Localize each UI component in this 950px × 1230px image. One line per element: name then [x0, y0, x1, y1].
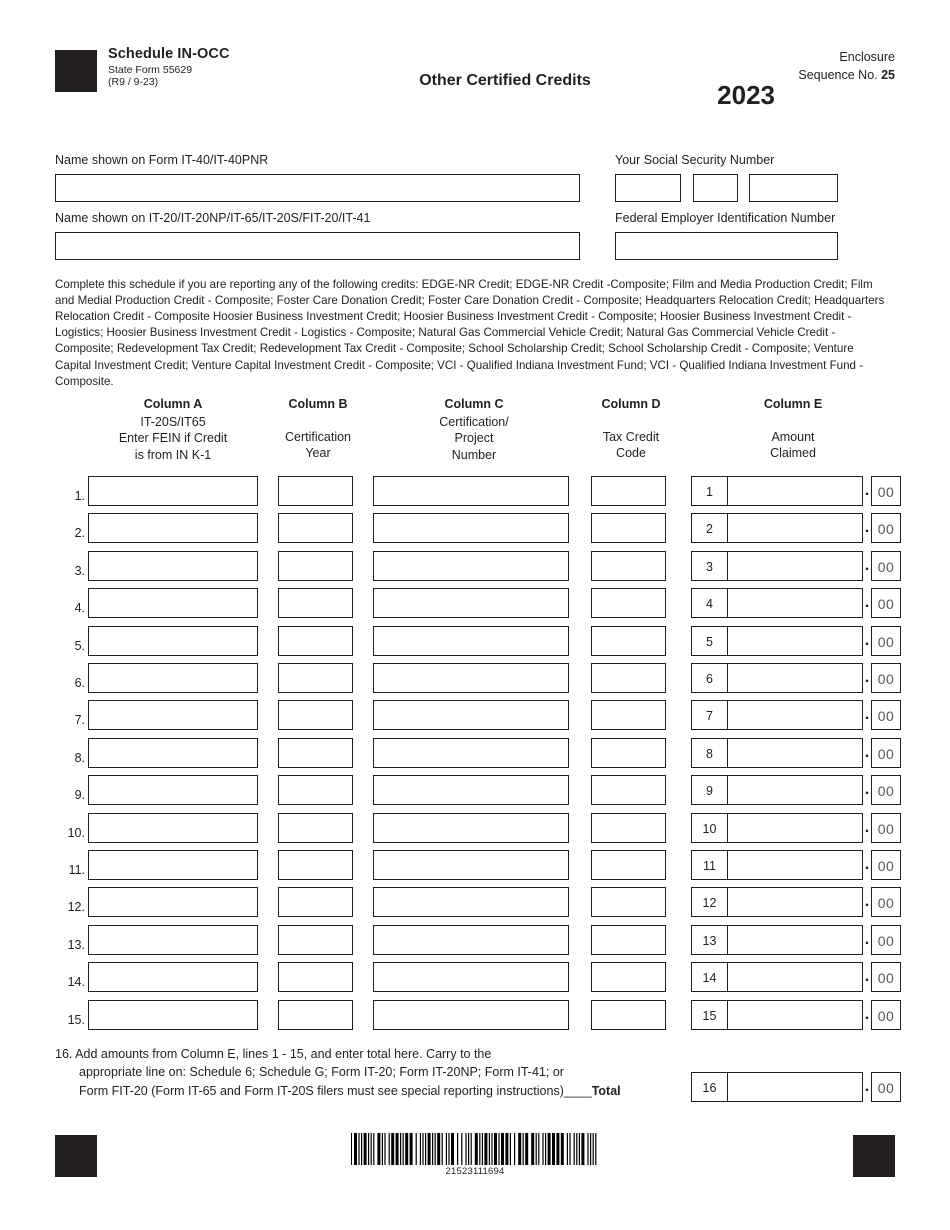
row-7-column-a-input[interactable] [88, 700, 258, 730]
column-header-a [88, 396, 258, 464]
column-header-c [377, 396, 571, 464]
row-8-column-e-input[interactable] [727, 738, 863, 768]
row-13-column-e-input[interactable] [727, 925, 863, 955]
row-10-column-c-input[interactable] [373, 813, 569, 843]
row-13-column-a-input[interactable] [88, 925, 258, 955]
row-11-column-a-input[interactable] [88, 850, 258, 880]
total-row [55, 1072, 895, 1104]
row-12-column-d-input[interactable] [591, 887, 666, 917]
total-cents-box: 00 [871, 1072, 901, 1102]
row-3-column-b-input[interactable] [278, 551, 353, 581]
row-4-decimal-point: . [864, 594, 870, 612]
page-title: Other Certified Credits [419, 72, 591, 89]
state-form-number: State Form 55629 [108, 63, 193, 76]
row-1-column-e-input[interactable] [727, 476, 863, 506]
row-10-line-number: 10 [691, 813, 727, 843]
row-9-cents-box: 00 [871, 775, 901, 805]
row-number: 15. [67, 1012, 85, 1027]
row-10-column-d-input[interactable] [591, 813, 666, 843]
table-row [55, 813, 895, 850]
row-2-cents-box: 00 [871, 513, 901, 543]
row-6-column-b-input[interactable] [278, 663, 353, 693]
row-9-line-number: 9 [691, 775, 727, 805]
row-8-line-number: 8 [691, 738, 727, 768]
name-business-label: Name shown on IT-20/IT-20NP/IT-65/IT-20S/FIT-20/IT-41 [55, 211, 371, 225]
row-2-decimal-point: . [864, 519, 870, 537]
row-9-column-d-input[interactable] [591, 775, 666, 805]
row-3-column-c-input[interactable] [373, 551, 569, 581]
row-number: 10. [67, 825, 85, 840]
row-number: 14. [67, 975, 85, 990]
row-7-column-d-input[interactable] [591, 700, 666, 730]
row-14-column-e-input[interactable] [727, 962, 863, 992]
column-e-spacer [700, 414, 886, 429]
ssn-label: Your Social Security Number [615, 153, 775, 167]
row-10-column-b-input[interactable] [278, 813, 353, 843]
row-15-column-c-input[interactable] [373, 1000, 569, 1030]
row-5-line-number: 5 [691, 626, 727, 656]
row-13-decimal-point: . [864, 930, 870, 948]
row-3-column-e-input[interactable] [727, 551, 863, 581]
row-6-column-d-input[interactable] [591, 663, 666, 693]
row-1-decimal-point: . [864, 482, 870, 499]
row-4-column-e-input[interactable] [727, 588, 863, 618]
row-5-decimal-point: . [864, 631, 870, 649]
row-15-column-d-input[interactable] [591, 1000, 666, 1030]
table-row [55, 1000, 895, 1037]
row-11-decimal-point: . [864, 856, 870, 873]
row-2-column-d-input[interactable] [591, 513, 666, 543]
row-11-column-e-input[interactable] [727, 850, 863, 880]
row-8-column-b-input[interactable] [278, 738, 353, 768]
column-header-e [700, 396, 886, 462]
form-revision: (R9 / 9-23) [108, 76, 159, 89]
column-c-sub2: Project [454, 431, 494, 446]
row-number: 5. [74, 638, 85, 653]
row-7-decimal-point: . [864, 706, 870, 724]
row-3-cents-box: 00 [871, 551, 901, 581]
total-label: Total [591, 1083, 621, 1098]
row-9-column-a-input[interactable] [88, 775, 258, 805]
row-14-decimal-point: . [864, 968, 870, 986]
row-5-column-d-input[interactable] [591, 626, 666, 656]
row-14-cents-box: 00 [871, 962, 901, 992]
row-14-column-d-input[interactable] [591, 962, 666, 992]
row-1-column-a-input[interactable] [88, 476, 258, 506]
table-row [55, 513, 895, 550]
row-10-cents-box: 00 [871, 813, 901, 843]
row-5-column-e-input[interactable] [727, 626, 863, 656]
row-9-column-b-input[interactable] [278, 775, 353, 805]
row-number: 3. [74, 563, 85, 578]
table-row [55, 775, 895, 812]
column-e-sub3: Claimed [770, 446, 816, 461]
row-4-column-d-input[interactable] [591, 588, 666, 618]
barcode-number: 21523111694 [445, 1166, 505, 1177]
enclosure-sequence-line [695, 67, 895, 85]
row-8-column-a-input[interactable] [88, 738, 258, 768]
table-row [55, 738, 895, 775]
row-12-column-a-input[interactable] [88, 887, 258, 917]
row-number: 1. [74, 489, 85, 503]
row-3-line-number: 3 [691, 551, 727, 581]
ssn-part1-input[interactable] [615, 174, 681, 202]
table-row [55, 588, 895, 625]
row-10-decimal-point: . [864, 818, 870, 836]
row-number: 11. [68, 863, 85, 877]
row-11-cents-box: 00 [871, 850, 901, 880]
row-15-column-e-input[interactable] [727, 1000, 863, 1030]
row-13-cents-box: 00 [871, 925, 901, 955]
row-number: 12. [67, 900, 85, 915]
column-d-spacer [590, 414, 672, 429]
table-row [55, 925, 895, 962]
schedule-name: Schedule IN-OCC [108, 46, 230, 62]
form-header [55, 46, 895, 110]
row-7-column-b-input[interactable] [278, 700, 353, 730]
row-3-column-a-input[interactable] [88, 551, 258, 581]
column-b-spacer [277, 414, 359, 429]
row-5-cents-box: 00 [871, 626, 901, 656]
barcode-block [325, 1133, 625, 1177]
row-12-cents-box: 00 [871, 887, 901, 917]
row-13-column-c-input[interactable] [373, 925, 569, 955]
name-business-input[interactable] [55, 232, 580, 260]
column-c-title: Column C [444, 397, 504, 411]
row-14-column-b-input[interactable] [278, 962, 353, 992]
row-7-line-number: 7 [691, 700, 727, 730]
row-number: 7. [74, 713, 85, 728]
total-amount-input[interactable] [727, 1072, 863, 1102]
row-2-column-e-input[interactable] [727, 513, 863, 543]
row-13-line-number: 13 [691, 925, 727, 955]
row-number: 6. [74, 676, 85, 690]
row-number: 8. [74, 750, 85, 765]
row-14-column-c-input[interactable] [373, 962, 569, 992]
name-it40-label: Name shown on Form IT-40/IT-40PNR [55, 153, 269, 167]
table-row [55, 887, 895, 924]
row-2-column-c-input[interactable] [373, 513, 569, 543]
row-4-column-a-input[interactable] [88, 588, 258, 618]
table-row [55, 476, 895, 513]
ssn-part2-input[interactable] [693, 174, 738, 202]
agency-logo-icon [55, 50, 97, 92]
line-16-text-1: 16. Add amounts from Column E, lines 1 - 15, and enter total here. Carry to the [55, 1047, 492, 1061]
row-4-column-c-input[interactable] [373, 588, 569, 618]
row-6-decimal-point: . [864, 669, 870, 686]
column-a-title: Column A [143, 397, 203, 411]
row-8-column-c-input[interactable] [373, 738, 569, 768]
table-row [55, 850, 895, 887]
row-5-column-c-input[interactable] [373, 626, 569, 656]
row-4-line-number: 4 [691, 588, 727, 618]
row-11-column-b-input[interactable] [278, 850, 353, 880]
row-15-column-a-input[interactable] [88, 1000, 258, 1030]
row-13-column-b-input[interactable] [278, 925, 353, 955]
line-16-text-3-body: Form FIT-20 (Form IT-65 and Form IT-20S filers must see special reporting instructions) [79, 1083, 564, 1098]
row-9-decimal-point: . [864, 781, 870, 799]
row-9-column-e-input[interactable] [727, 775, 863, 805]
column-d-sub3: Code [616, 446, 646, 461]
row-6-line-number: 6 [691, 663, 727, 693]
row-12-column-b-input[interactable] [278, 887, 353, 917]
row-8-cents-box: 00 [871, 738, 901, 768]
row-6-column-c-input[interactable] [373, 663, 569, 693]
row-12-decimal-point: . [864, 893, 870, 911]
column-c-sub1: Certification/ [439, 414, 509, 429]
row-7-column-e-input[interactable] [727, 700, 863, 730]
row-14-line-number: 14 [691, 962, 727, 992]
row-6-column-e-input[interactable] [727, 663, 863, 693]
row-15-cents-box: 00 [871, 1000, 901, 1030]
row-15-decimal-point: . [864, 1005, 870, 1023]
enclosure-sequence-prefix: Sequence No. [798, 67, 882, 82]
row-9-column-c-input[interactable] [373, 775, 569, 805]
column-e-title: Column E [763, 397, 823, 411]
row-number: 4. [74, 601, 85, 616]
row-12-line-number: 12 [691, 887, 727, 917]
row-12-column-c-input[interactable] [373, 887, 569, 917]
row-6-cents-box: 00 [871, 663, 901, 693]
column-b-sub3: Year [305, 446, 331, 461]
row-1-column-d-input[interactable] [591, 476, 666, 506]
row-11-column-d-input[interactable] [591, 850, 666, 880]
tax-year: 2023 [717, 80, 775, 110]
table-row [55, 962, 895, 999]
row-4-column-b-input[interactable] [278, 588, 353, 618]
line-16-underscore: ____ [563, 1083, 592, 1098]
row-1-cents-box: 00 [871, 476, 901, 506]
scan-mark-left-icon [55, 1135, 97, 1177]
row-12-column-e-input[interactable] [727, 887, 863, 917]
column-e-sub2: Amount [771, 429, 815, 444]
row-10-column-a-input[interactable] [88, 813, 258, 843]
row-number: 9. [74, 788, 85, 803]
row-1-line-number: 1 [691, 476, 727, 506]
row-2-column-a-input[interactable] [88, 513, 258, 543]
enclosure-sequence-number: 25 [881, 67, 895, 82]
row-5-column-a-input[interactable] [88, 626, 258, 656]
row-15-line-number: 15 [691, 1000, 727, 1030]
row-3-column-d-input[interactable] [591, 551, 666, 581]
fein-label: Federal Employer Identification Number [615, 211, 836, 225]
scan-mark-right-icon [853, 1135, 895, 1177]
row-11-column-c-input[interactable] [373, 850, 569, 880]
enclosure-info [695, 49, 895, 85]
row-4-cents-box: 00 [871, 588, 901, 618]
row-number: 2. [74, 526, 85, 541]
name-it40-input[interactable] [55, 174, 580, 202]
barcode-icon [351, 1133, 599, 1165]
row-3-decimal-point: . [864, 556, 870, 574]
table-row [55, 663, 895, 700]
column-d-sub2: Tax Credit [602, 429, 660, 444]
column-header-b [277, 396, 359, 462]
column-header-d [590, 396, 672, 462]
row-1-column-b-input[interactable] [278, 476, 353, 506]
row-10-column-e-input[interactable] [727, 813, 863, 843]
row-6-column-a-input[interactable] [88, 663, 258, 693]
table-row [55, 626, 895, 663]
ssn-part3-input[interactable] [749, 174, 838, 202]
row-1-column-c-input[interactable] [373, 476, 569, 506]
row-8-column-d-input[interactable] [591, 738, 666, 768]
form-identification [108, 46, 230, 89]
column-a-sub1: IT-20S/IT65 [140, 414, 206, 429]
line-16-text-2: appropriate line on: Schedule 6; Schedule G; Form IT-20; Form IT-20NP; Form IT-41; or [79, 1065, 564, 1080]
table-row [55, 700, 895, 737]
table-row [55, 551, 895, 588]
total-line-number: 16 [691, 1072, 727, 1102]
column-a-sub3: is from IN K-1 [134, 447, 212, 462]
total-decimal-point: . [864, 1078, 870, 1095]
column-a-sub2: Enter FEIN if Credit [118, 431, 228, 446]
enclosure-label: Enclosure [839, 50, 895, 64]
column-b-title: Column B [288, 397, 348, 411]
fein-input[interactable] [615, 232, 838, 260]
row-14-column-a-input[interactable] [88, 962, 258, 992]
row-15-column-b-input[interactable] [278, 1000, 353, 1030]
row-5-column-b-input[interactable] [278, 626, 353, 656]
row-2-line-number: 2 [691, 513, 727, 543]
row-7-cents-box: 00 [871, 700, 901, 730]
column-c-sub3: Number [451, 447, 497, 462]
instructions-paragraph: Complete this schedule if you are reporting any of the following credits: EDGE-NR Credit; EDGE-NR Credit -Composite; Film and Media Production Credit; Film and Medial Production Credit - Composite; Foster Care Donation Credit; Foster Care Donation Credit - Composite; Headquarters Relocation Credit; Headquarters Relocation Credit - Composite Hoosier Business Investment Credit; Hoosier Business Investment Credit - Composite; Hoosier Business Investment Credit - Logistics; Hoosier Business Investment Credit - Logistics - Composite; Natural Gas Commercial Vehicle Credit; Natural Gas Commercial Vehicle Credit - Composite; Redevelopment Tax Credit; Redevelopment Tax Credit - Composite; School Scholarship Credit; School Scholarship Credit - Composite; Venture Capital Investment Credit; Venture Capital Investment Credit - Composite; VCI - Qualified Indiana Investment Fund; VCI - Qualified Indiana Investment Fund - Composite. [55, 278, 885, 388]
column-d-title: Column D [601, 397, 661, 411]
column-b-sub2: Certification [285, 429, 351, 444]
row-8-decimal-point: . [864, 743, 870, 761]
row-2-column-b-input[interactable] [278, 513, 353, 543]
row-number: 13. [67, 937, 85, 952]
row-13-column-d-input[interactable] [591, 925, 666, 955]
row-11-line-number: 11 [691, 850, 727, 880]
row-7-column-c-input[interactable] [373, 700, 569, 730]
